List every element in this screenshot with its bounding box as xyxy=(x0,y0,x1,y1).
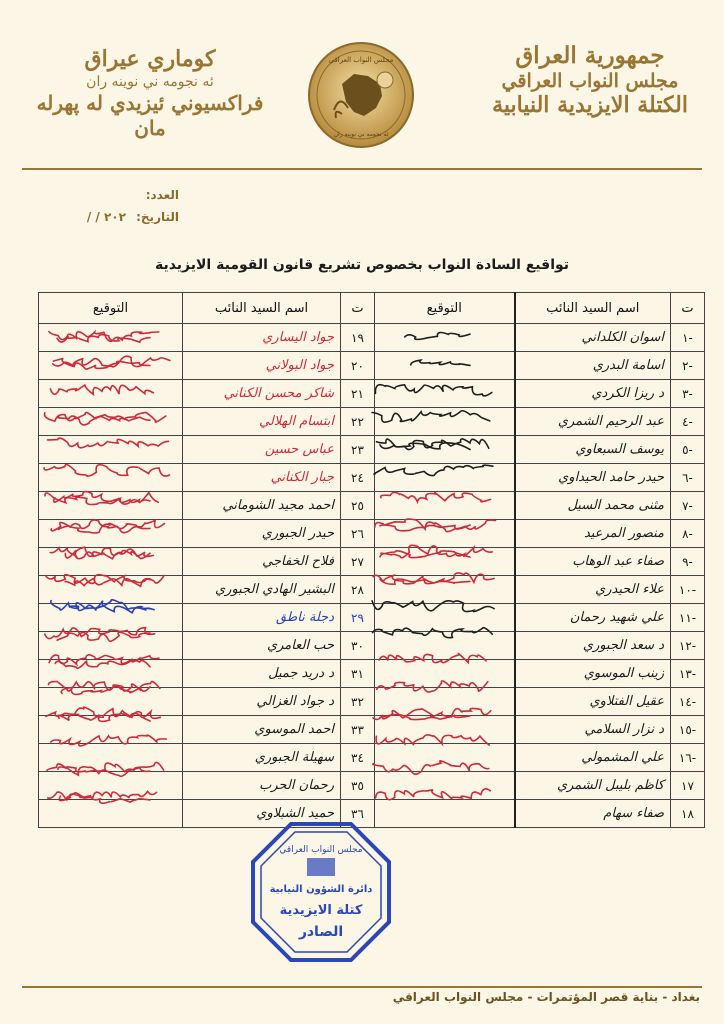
row-number: -١٥ xyxy=(671,716,705,744)
signature-cell xyxy=(375,772,515,800)
member-name: علي شهيد رحمان xyxy=(515,604,671,632)
row-number: -٨ xyxy=(671,520,705,548)
signature-cell xyxy=(375,576,515,604)
row-number: -٣ xyxy=(671,380,705,408)
row-number: ٢١ xyxy=(341,380,375,408)
signature-cell xyxy=(39,520,183,548)
member-name: زينب الموسوي xyxy=(515,660,671,688)
signature-cell xyxy=(375,352,515,380)
table-row xyxy=(39,772,705,800)
header-signature: التوقيع xyxy=(375,293,515,324)
signature-cell xyxy=(39,408,183,436)
row-number: ٢٩ xyxy=(341,604,375,632)
svg-text:مجلس النواب العراقي: مجلس النواب العراقي xyxy=(279,845,363,855)
svg-text:كتلة الايزيدية: كتلة الايزيدية xyxy=(279,903,363,918)
member-name: رحمان الحرب xyxy=(183,772,341,800)
member-name: د نزار السلامي xyxy=(515,716,671,744)
row-number: ٢٣ xyxy=(341,436,375,464)
member-name: جواد اليساري xyxy=(183,324,341,352)
table-row xyxy=(39,744,705,772)
member-name: مثنى محمد السيل xyxy=(515,492,671,520)
signature-cell xyxy=(375,464,515,492)
signature-cell xyxy=(39,604,183,632)
header-name: اسم السيد النائب xyxy=(515,293,671,324)
row-number: ٢٧ xyxy=(341,548,375,576)
date-label: التاريخ: xyxy=(136,210,179,224)
letterhead-kurdish-bloc: فراكسيوني ئيزيدي له پهرله مان xyxy=(36,91,264,140)
signatures-table xyxy=(38,292,705,828)
letterhead-kurdish-country: كوماري عيراق xyxy=(84,46,216,72)
signature-cell xyxy=(375,520,515,548)
member-name: اسوان الكلداني xyxy=(515,324,671,352)
signature-cell xyxy=(39,352,183,380)
date-row xyxy=(19,206,179,228)
member-name: علاء الحيدري xyxy=(515,576,671,604)
footer-divider xyxy=(22,986,702,988)
table-row xyxy=(39,604,705,632)
row-number: -٤ xyxy=(671,408,705,436)
svg-text:ئه نجومه ني نوينه ران: ئه نجومه ني نوينه ران xyxy=(333,131,389,138)
member-name: يوسف السبعاوي xyxy=(515,436,671,464)
date-value: / / ٢٠٢ xyxy=(86,210,126,224)
row-number: ٣١ xyxy=(341,660,375,688)
table-row xyxy=(39,632,705,660)
header-number: ت xyxy=(671,293,705,324)
row-number: -١١ xyxy=(671,604,705,632)
row-number: ١٧ xyxy=(671,772,705,800)
row-number: -١ xyxy=(671,324,705,352)
member-name: علي المشمولي xyxy=(515,744,671,772)
member-name: عبد الرحيم الشمري xyxy=(515,408,671,436)
row-number: ٢٤ xyxy=(341,464,375,492)
member-name: حميد الشبلاوي xyxy=(183,800,341,828)
row-number: ٢٥ xyxy=(341,492,375,520)
table-row xyxy=(39,660,705,688)
member-name: فلاح الخفاجي xyxy=(183,548,341,576)
row-number: ٢٢ xyxy=(341,408,375,436)
signature-cell xyxy=(375,604,515,632)
member-name: حيدر الجبوري xyxy=(183,520,341,548)
table-row xyxy=(39,464,705,492)
row-number: -١٦ xyxy=(671,744,705,772)
row-number: ٣٥ xyxy=(341,772,375,800)
svg-text:الصادر: الصادر xyxy=(298,924,344,940)
signature-cell xyxy=(39,688,183,716)
table-row xyxy=(39,576,705,604)
official-stamp xyxy=(247,818,395,966)
signature-cell xyxy=(375,380,515,408)
signature-cell xyxy=(375,492,515,520)
letterhead-arabic xyxy=(480,42,700,119)
signature-cell xyxy=(39,436,183,464)
signature-cell xyxy=(375,744,515,772)
table-row xyxy=(39,436,705,464)
signature-cell xyxy=(39,772,183,800)
row-number: ٢٦ xyxy=(341,520,375,548)
member-name: د دريد جميل xyxy=(183,660,341,688)
signature-cell xyxy=(39,632,183,660)
signature-cell xyxy=(39,744,183,772)
member-name: جواد البولاني xyxy=(183,352,341,380)
row-number: -١٤ xyxy=(671,688,705,716)
signature-cell xyxy=(39,660,183,688)
document-title: تواقيع السادة النواب بخصوص تشريع قانون القومية الايزيدية xyxy=(154,257,570,273)
table-row xyxy=(39,324,705,352)
row-number: ١٨ xyxy=(671,800,705,828)
row-number: -٩ xyxy=(671,548,705,576)
member-name: منصور المرعيد xyxy=(515,520,671,548)
table-row xyxy=(39,548,705,576)
row-number: -١٣ xyxy=(671,660,705,688)
footer-address: بغداد - بناية قصر المؤتمرات - مجلس النواب العراقي xyxy=(392,990,700,1004)
signature-cell xyxy=(375,716,515,744)
member-name: صفاء سهام xyxy=(515,800,671,828)
signature-cell xyxy=(39,800,183,828)
signature-cell xyxy=(375,688,515,716)
signature-cell xyxy=(375,660,515,688)
signature-cell xyxy=(375,436,515,464)
number-row xyxy=(19,184,179,206)
member-name: كاظم بليبل الشمري xyxy=(515,772,671,800)
row-number: ٢٨ xyxy=(341,576,375,604)
table-row xyxy=(39,520,705,548)
member-name: صفاء عبد الوهاب xyxy=(515,548,671,576)
member-name: جبار الكناني xyxy=(183,464,341,492)
letterhead-bloc: الكتلة الايزيدية النيابية xyxy=(492,92,688,119)
member-name: شاكر محسن الكناني xyxy=(183,380,341,408)
row-number: ٣٣ xyxy=(341,716,375,744)
table-row xyxy=(39,380,705,408)
row-number: -١٠ xyxy=(671,576,705,604)
table-row xyxy=(39,492,705,520)
signature-cell xyxy=(39,464,183,492)
row-number: ٣٢ xyxy=(341,688,375,716)
member-name: احمد الموسوي xyxy=(183,716,341,744)
member-name: حب العامري xyxy=(183,632,341,660)
signature-cell xyxy=(375,408,515,436)
table-row xyxy=(39,408,705,436)
row-number: ٣٤ xyxy=(341,744,375,772)
row-number: ١٩ xyxy=(341,324,375,352)
signature-cell xyxy=(375,548,515,576)
header-number-2: ت xyxy=(341,293,375,324)
row-number: ٣٠ xyxy=(341,632,375,660)
row-number: -١٢ xyxy=(671,632,705,660)
header-name-2: اسم السيد النائب xyxy=(183,293,341,324)
row-number: -٦ xyxy=(671,464,705,492)
member-name: ابتسام الهلالي xyxy=(183,408,341,436)
signature-cell xyxy=(39,492,183,520)
table-row xyxy=(39,716,705,744)
signature-cell xyxy=(39,716,183,744)
header-divider xyxy=(22,168,702,170)
letterhead-kurdish-council: ئه نجومه ني نوينه ران xyxy=(86,73,214,90)
table-header-row xyxy=(39,293,705,324)
table-row xyxy=(39,688,705,716)
row-number: ٣٦ xyxy=(341,800,375,828)
member-name: عباس حسين xyxy=(183,436,341,464)
row-number: -٥ xyxy=(671,436,705,464)
member-name: د جواد الغزالي xyxy=(183,688,341,716)
member-name: اسامة البدري xyxy=(515,352,671,380)
signature-cell xyxy=(39,576,183,604)
number-label: العدد: xyxy=(145,188,179,202)
member-name: دجلة ناطق xyxy=(183,604,341,632)
header-signature-2: التوقيع xyxy=(39,293,183,324)
letterhead-country: جمهورية العراق xyxy=(515,42,665,69)
signature-cell xyxy=(375,632,515,660)
table-row xyxy=(39,352,705,380)
document-meta xyxy=(19,184,179,228)
svg-text:مجلس النواب العراقي: مجلس النواب العراقي xyxy=(328,56,394,64)
row-number: -٧ xyxy=(671,492,705,520)
member-name: د سعد الجبوري xyxy=(515,632,671,660)
signature-cell xyxy=(39,324,183,352)
letterhead-kurdish xyxy=(30,46,270,141)
member-name: سهيلة الجبوري xyxy=(183,744,341,772)
row-number: -٢ xyxy=(671,352,705,380)
signature-cell xyxy=(375,324,515,352)
row-number: ٢٠ xyxy=(341,352,375,380)
member-name: د ريزا الكردي xyxy=(515,380,671,408)
member-name: احمد مجيد الشوماني xyxy=(183,492,341,520)
member-name: حيدر حامد الحيداوي xyxy=(515,464,671,492)
parliament-emblem-logo xyxy=(306,40,416,150)
letterhead-council: مجلس النواب العراقي xyxy=(501,69,679,92)
signature-cell xyxy=(39,548,183,576)
signature-cell xyxy=(375,800,515,828)
signature-cell xyxy=(39,380,183,408)
svg-text:دائرة الشؤون النيابية: دائرة الشؤون النيابية xyxy=(269,884,373,895)
member-name: عقيل الفتلاوي xyxy=(515,688,671,716)
member-name: البشير الهادي الجبوري xyxy=(183,576,341,604)
